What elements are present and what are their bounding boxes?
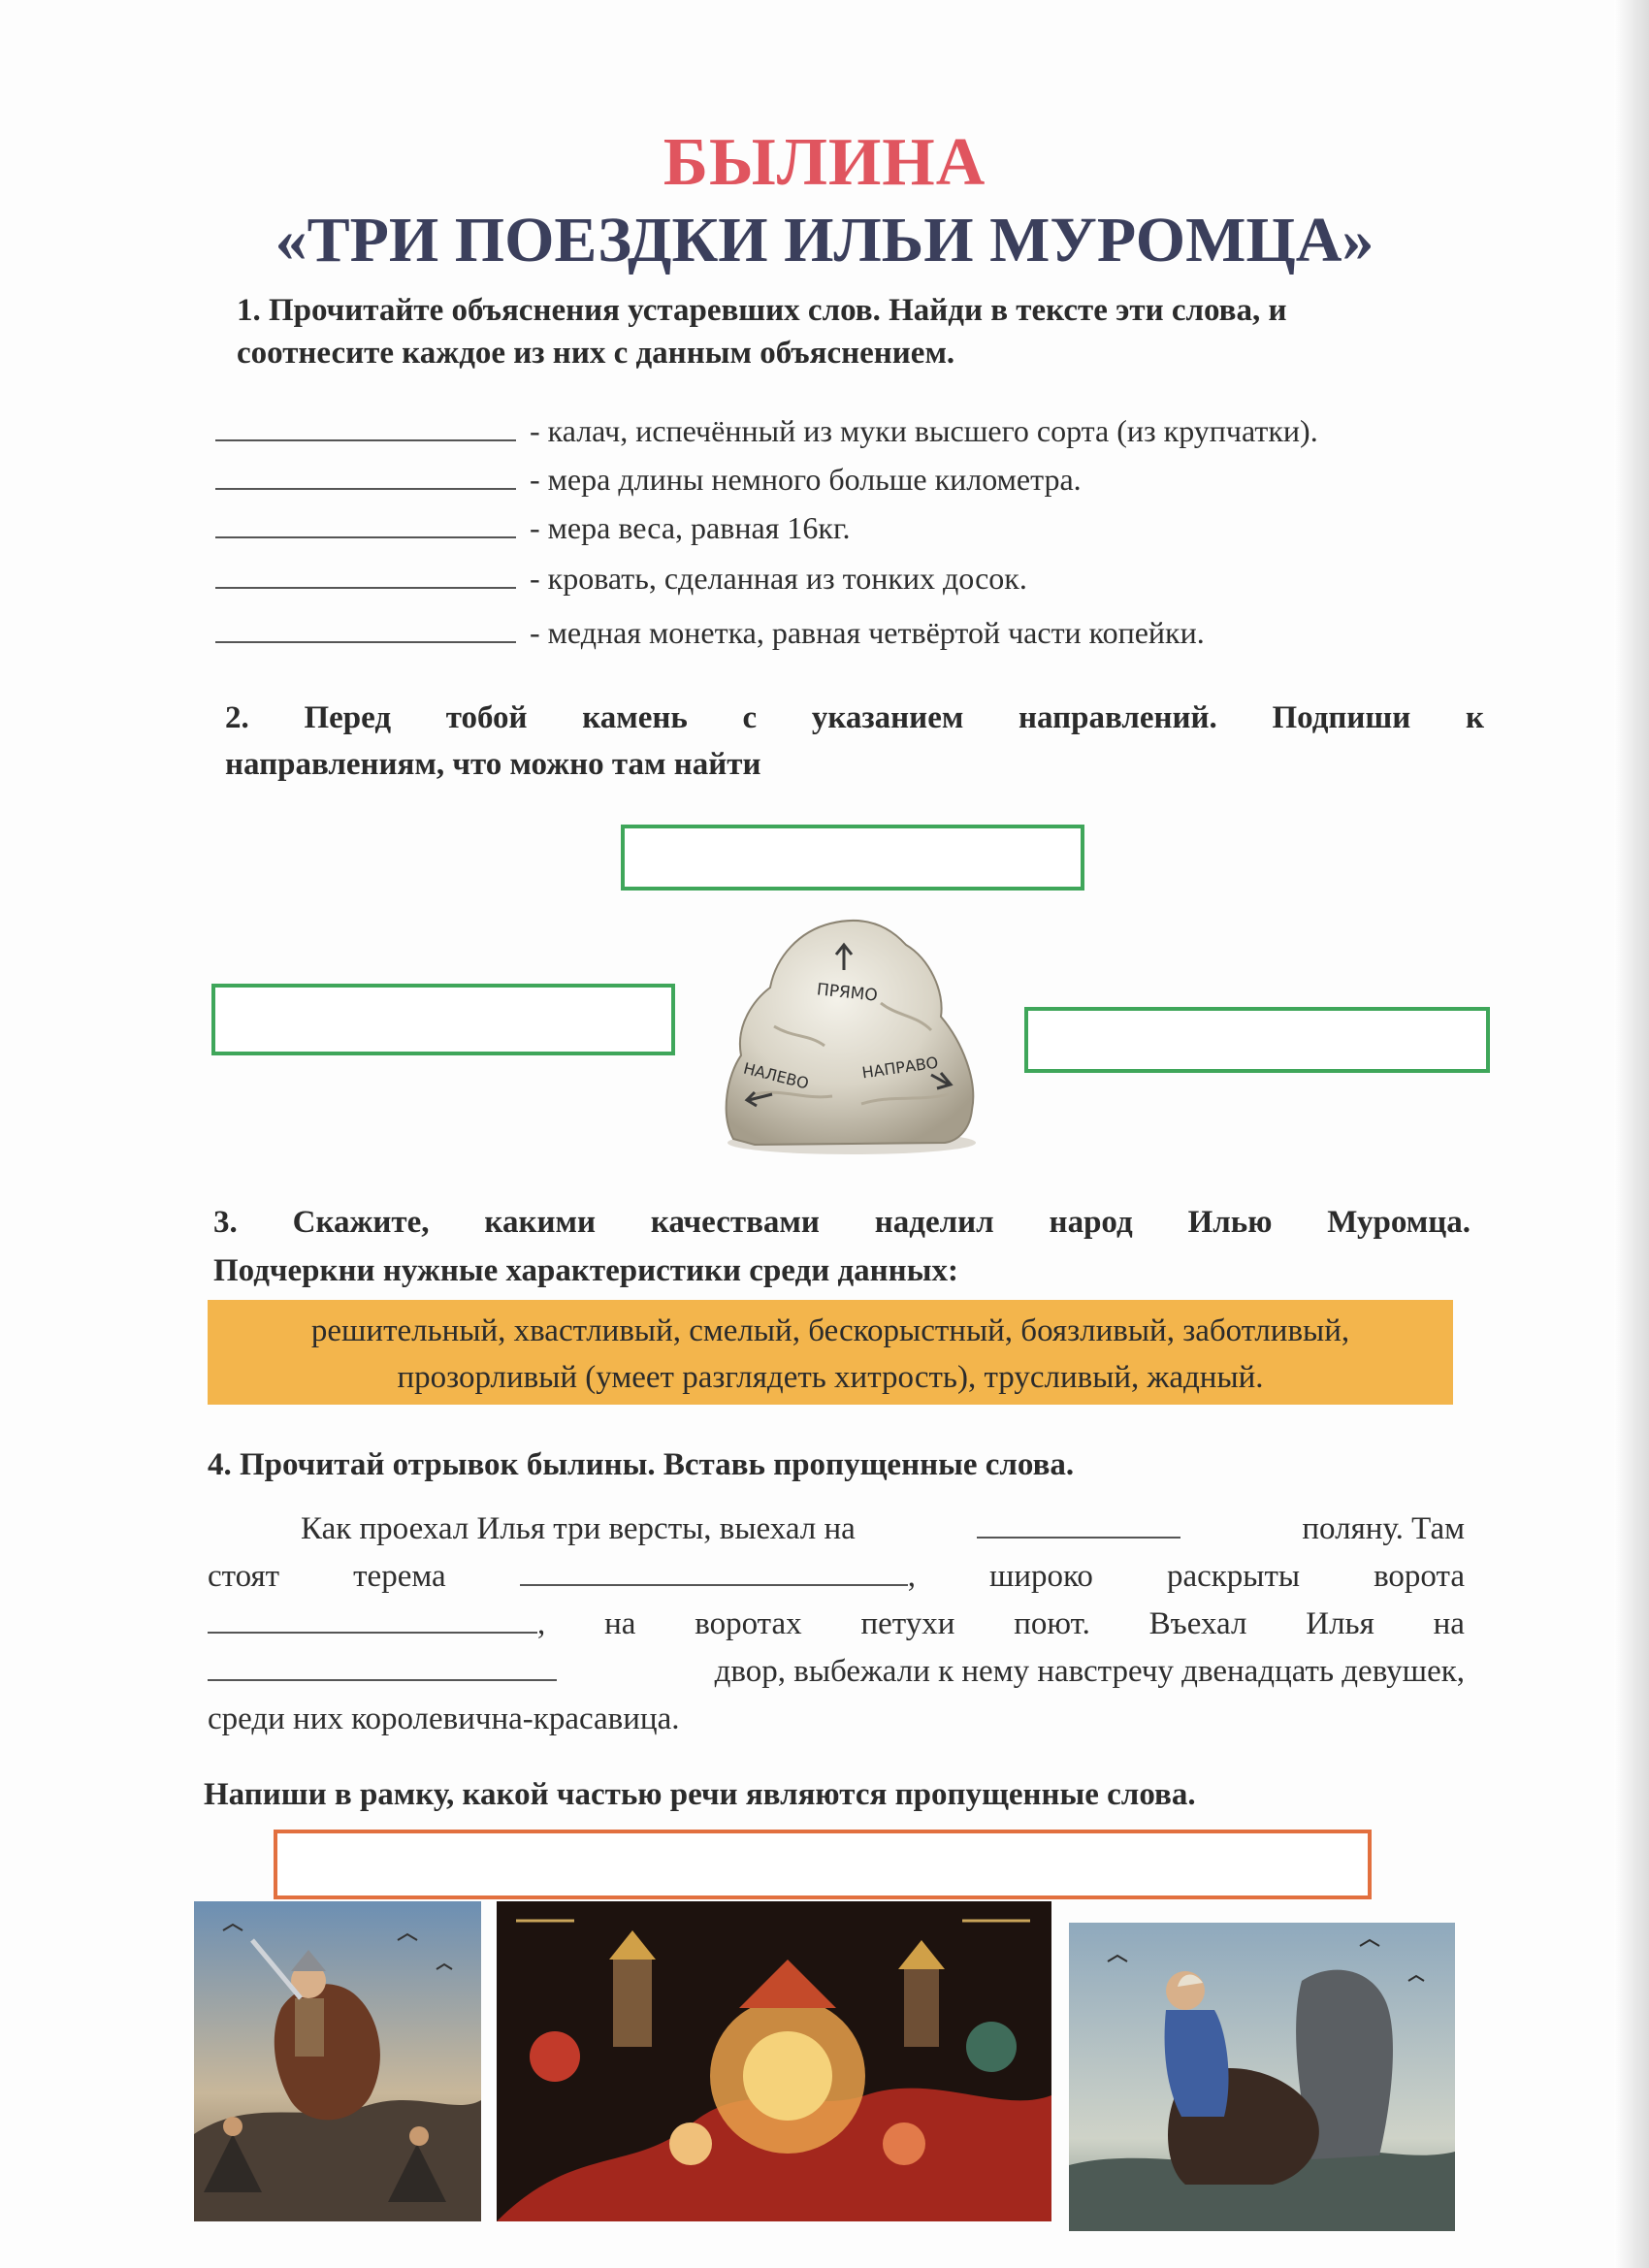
stone-label-straight: ПРЯМО xyxy=(815,980,879,1006)
task1-heading-line1: 1. Прочитайте объяснения устаревших слов. Найди в тексте эти слова, и xyxy=(237,293,1287,328)
excerpt-text: Въехал xyxy=(1148,1606,1247,1641)
excerpt-text: Илья xyxy=(1306,1606,1374,1641)
part-of-speech-answer-box[interactable] xyxy=(274,1830,1372,1899)
excerpt-text: поют. xyxy=(1014,1606,1090,1641)
excerpt-text: поляну. Там xyxy=(1302,1511,1465,1546)
excerpt-text: среди них королевична-красавица. xyxy=(208,1701,680,1736)
title-bylina: БЫЛИНА xyxy=(663,125,986,200)
excerpt-text: широко xyxy=(988,1559,1093,1594)
fill-blank-4[interactable] xyxy=(208,1652,557,1681)
answer-box-straight[interactable] xyxy=(621,825,1084,891)
answer-blank[interactable] xyxy=(215,558,516,589)
task4-instruction: Напиши в рамку, какой частью речи являются пропущенные слова. xyxy=(204,1777,1196,1812)
excerpt-text: двор, выбежали к нему навстречу двенадцать девушек, xyxy=(714,1654,1465,1689)
fill-blank-3[interactable] xyxy=(208,1604,537,1634)
excerpt-text: воротах xyxy=(695,1606,802,1641)
excerpt-paragraph xyxy=(208,1506,1465,1743)
excerpt-text: , xyxy=(537,1606,546,1641)
stone-label-left: НАЛЕВО xyxy=(741,1058,811,1093)
title-three-trips: «ТРИ ПОЕЗДКИ ИЛЬИ МУРОМЦА» xyxy=(275,205,1374,275)
definition-text: - медная монетка, равная четвёртой части копейки. xyxy=(530,615,1205,650)
task3-heading-line1: 3. Скажите, какими качествами наделил народ Илью Муромца. xyxy=(213,1205,1471,1240)
answer-box-left[interactable] xyxy=(211,984,675,1055)
definition-row xyxy=(215,409,1505,452)
definition-text: - калач, испечённый из муки высшего сорта (из крупчатки). xyxy=(530,413,1318,448)
answer-blank[interactable] xyxy=(215,410,516,441)
definition-row xyxy=(215,557,1505,599)
definition-text: - мера длины немного больше километра. xyxy=(530,462,1082,497)
definition-text: - кровать, сделанная из тонких досок. xyxy=(530,561,1027,596)
definition-row xyxy=(215,611,1505,654)
traits-line1[interactable]: решительный, хвастливый, смелый, бескорыстный, боязливый, заботливый, xyxy=(310,1313,1350,1348)
answer-box-right[interactable] xyxy=(1024,1007,1490,1073)
excerpt-text: раскрыты xyxy=(1166,1559,1301,1594)
answer-blank[interactable] xyxy=(215,459,516,490)
fill-blank-2[interactable] xyxy=(520,1557,908,1586)
page-edge-shadow xyxy=(1614,0,1649,2268)
excerpt-text: стоят xyxy=(208,1559,280,1594)
task2-heading-line1: 2. Перед тобой камень с указанием направлений. Подпиши к xyxy=(225,700,1484,735)
excerpt-text: , xyxy=(907,1559,916,1594)
direction-stone-illustration xyxy=(716,910,987,1157)
definition-text: - мера веса, равная 16кг. xyxy=(530,510,851,545)
task2-heading-line2: направлениям, что можно там найти xyxy=(225,747,761,782)
excerpt-text: ворота xyxy=(1374,1559,1465,1594)
definition-row xyxy=(215,458,1505,501)
ilya-at-stone-illustration xyxy=(1069,1923,1455,2231)
task1-heading-line2: соотнесите каждое из них с данным объяснением. xyxy=(237,336,955,371)
answer-blank[interactable] xyxy=(215,507,516,538)
excerpt-text: Как проехал Илья три версты, выехал на xyxy=(301,1511,856,1546)
definition-row xyxy=(215,506,1505,549)
palekh-lacquer-illustration xyxy=(497,1901,1051,2221)
task4-heading: 4. Прочитай отрывок былины. Вставь пропущенные слова. xyxy=(208,1447,1075,1482)
battle-illustration xyxy=(194,1901,481,2221)
answer-blank[interactable] xyxy=(215,612,516,643)
stone-label-right: НАПРАВО xyxy=(860,1053,940,1083)
excerpt-text: терема xyxy=(353,1559,446,1594)
fill-blank-1[interactable] xyxy=(977,1509,1180,1539)
traits-line2[interactable]: прозорливый (умеет разглядеть хитрость), трусливый, жадный. xyxy=(397,1360,1264,1395)
excerpt-text: на xyxy=(604,1606,636,1641)
excerpt-text: петухи xyxy=(860,1606,955,1641)
excerpt-text: на xyxy=(1433,1606,1465,1641)
task3-heading-line2: Подчеркни нужные характеристики среди данных: xyxy=(213,1253,958,1288)
